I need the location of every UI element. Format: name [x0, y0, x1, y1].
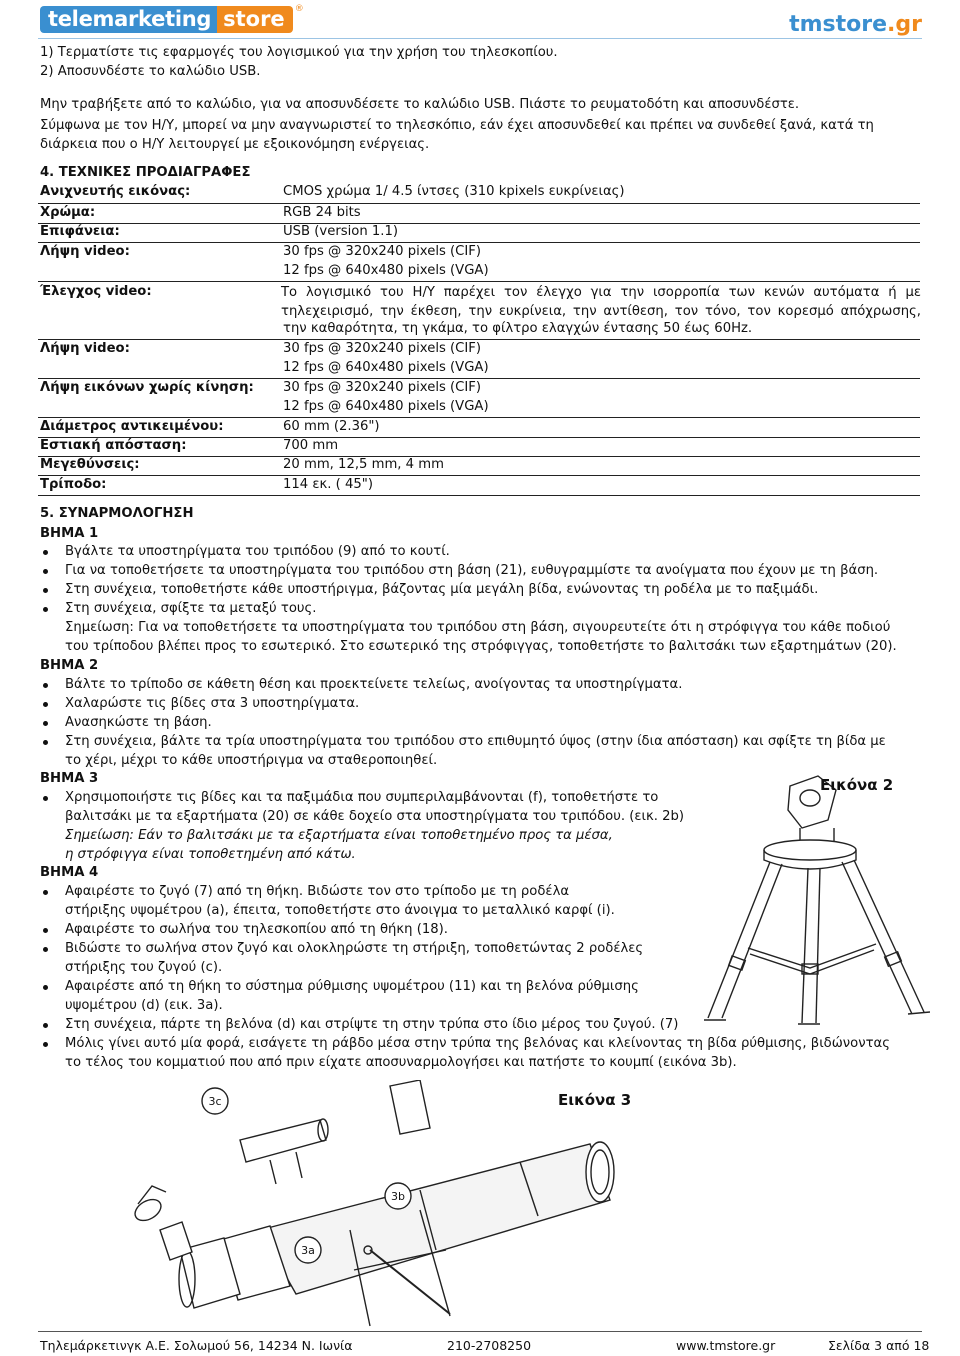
step2-title: ΒΗΜΑ 2 — [40, 658, 99, 673]
bullet — [43, 683, 48, 688]
step4-bullet-2: Αφαιρέστε το σωλήνα του τηλεσκοπίου από τη θήκη (18). — [65, 922, 448, 937]
spec-value: RGB 24 bits — [283, 205, 361, 220]
spec-value: Το λογισμικό του Η/Υ παρέχει τον έλεγχο για την ισορροπία των κενών αυτόματα ή με — [281, 285, 921, 300]
bullet — [43, 607, 48, 612]
spec-divider — [38, 456, 920, 457]
step4-bullet-1b: στήριξης υψομέτρου (a), έπειτα, τοποθετήστε στο άνοιγμα το μεταλλικό καρφί (i). — [65, 903, 615, 918]
intro-line-3: Μην τραβήξετε από το καλώδιο, για να αποσυνδέσετε το καλώδιο USB. Πιάστε το ρευματοδότη και αποσυνδέστε. — [40, 97, 800, 112]
bullet — [43, 1042, 48, 1047]
spec-value: 12 fps @ 640x480 pixels (VGA) — [283, 399, 489, 414]
bullet — [43, 890, 48, 895]
step1-title: ΒΗΜΑ 1 — [40, 526, 99, 541]
telescope-assembly-illustration — [120, 1080, 650, 1328]
spec-value: CMOS χρώμα 1/ 4.5 ίντσες (310 kpixels ευκρίνειας) — [283, 184, 625, 199]
bullet — [43, 985, 48, 990]
spec-divider — [38, 378, 920, 379]
spec-divider — [38, 339, 920, 340]
spec-divider — [38, 281, 920, 282]
figure-2-label: Εικόνα 2 — [820, 776, 894, 794]
spec-value: 60 mm (2.36") — [283, 419, 380, 434]
step1-note-2: του τρίποδου βλέπει προς το εσωτερικό. Στο εσωτερικό της στρόφιγγας, τοποθετήστε το βαλιτσάκι των εξαρτημάτων (20). — [65, 639, 897, 654]
spec-divider — [38, 242, 920, 243]
spec-label: Χρώμα: — [40, 205, 96, 220]
spec-label: Εστιακή απόσταση: — [40, 438, 187, 453]
intro-line-1: 1) Τερματίστε τις εφαρμογές του λογισμικού για την χρήση του τηλεσκοπίου. — [40, 45, 558, 60]
spec-label: Ανιχνευτής εικόνας: — [40, 184, 191, 199]
specs-heading: 4. ΤΕΧΝΙΚΕΣ ΠΡΟΔΙΑΓΡΑΦΕΣ — [40, 165, 251, 180]
spec-value: 30 fps @ 320x240 pixels (CIF) — [283, 380, 482, 395]
bullet — [43, 569, 48, 574]
spec-label: Λήψη video: — [40, 341, 130, 356]
step1-bullet-1: Βγάλτε τα υποστηρίγματα του τριπόδου (9) από το κουτί. — [65, 544, 450, 559]
spec-label: Λήψη video: — [40, 244, 130, 259]
logo-store: store — [217, 6, 293, 33]
step4-bullet-4b: υψομέτρου (d) (εικ. 3a). — [65, 998, 223, 1013]
step2-bullet-3: Ανασηκώστε τη βάση. — [65, 715, 212, 730]
spec-label: Λήψη εικόνων χωρίς κίνηση: — [40, 380, 254, 395]
bullet — [43, 740, 48, 745]
spec-value: 30 fps @ 320x240 pixels (CIF) — [283, 244, 482, 259]
spec-divider — [38, 495, 920, 496]
tripod-illustration — [690, 768, 930, 1030]
intro-line-2: 2) Αποσυνδέστε το καλώδιο USB. — [40, 64, 261, 79]
spec-divider — [38, 203, 920, 204]
spec-value: την καθαρότητα, τη γκάμα, το φίλτρο ελαγχών έντασης 50 έως 60Hz. — [283, 321, 753, 336]
step4-bullet-1a: Αφαιρέστε το ζυγό (7) από τη θήκη. Βιδώστε τον στο τρίποδο με τη ροδέλα — [65, 884, 570, 899]
assembly-heading: 5. ΣΥΝΑΡΜΟΛΟΓΗΣΗ — [40, 506, 194, 521]
step2-bullet-4b: το χέρι, μέχρι το κάθε υποστήριγμα να σταθεροποιηθεί. — [65, 753, 438, 768]
step1-bullet-2: Για να τοποθετήσετε τα υποστηρίγματα του τριπόδου στη βάση (21), ευθυγραμμίστε τα ανοίγματα που έχουν με τη βάση. — [65, 563, 879, 578]
spec-value: 30 fps @ 320x240 pixels (CIF) — [283, 341, 482, 356]
callout-3c: 3c — [208, 1095, 222, 1108]
bullet — [43, 1023, 48, 1028]
step4-bullet-3a: Βιδώστε το σωλήνα στον ζυγό και ολοκληρώστε τη στήριξη, τοποθετώντας 2 ροδέλες — [65, 941, 644, 956]
footer-phone: 210-2708250 — [447, 1338, 532, 1353]
intro-line-4: Σύμφωνα με τον Η/Υ, μπορεί να μην αναγνωριστεί το τηλεσκόπιο, εάν έχει αποσυνδεθεί και πρέπει να συνδεθεί ξανά, κατά τη — [40, 118, 874, 133]
step3-bullet-1a: Χρησιμοποιήστε τις βίδες και τα παξιμάδια που συμπεριλαμβάνονται (f), τοποθετήστε το — [65, 790, 659, 805]
bullet — [43, 588, 48, 593]
bullet — [43, 702, 48, 707]
callout-3b: 3b — [391, 1190, 405, 1203]
step4-title: ΒΗΜΑ 4 — [40, 865, 99, 880]
tmstore-logo-tld: .gr — [887, 12, 922, 37]
step3-title: ΒΗΜΑ 3 — [40, 771, 99, 786]
spec-value: 12 fps @ 640x480 pixels (VGA) — [283, 360, 489, 375]
step2-bullet-1: Βάλτε το τρίποδο σε κάθετη θέση και προεκτείνετε τελείως, ανοίγοντας τα υποστηρίγματα. — [65, 677, 683, 692]
tmstore-logo — [789, 12, 922, 37]
spec-label: Διάμετρος αντικειμένου: — [40, 419, 224, 434]
footer-page-number: Σελίδα 3 από 18 — [828, 1338, 930, 1353]
callout-3a: 3a — [301, 1244, 315, 1257]
bullet — [43, 796, 48, 801]
spec-value: 700 mm — [283, 438, 339, 453]
spec-divider — [38, 223, 920, 224]
spec-value: 12 fps @ 640x480 pixels (VGA) — [283, 263, 489, 278]
step4-bullet-6a: Μόλις γίνει αυτό μία φορά, εισάγετε τη ράβδο μέσα στην τρύπα της βελόνας και κλείνοντας τη βίδα ρύθμισης, βιδώνοντας — [65, 1036, 890, 1051]
bullet — [43, 550, 48, 555]
spec-label: Έλεγχος video: — [40, 284, 152, 299]
step4-bullet-5: Στη συνέχεια, πάρτε τη βελόνα (d) και στρίψτε τη στην τρύπα στο ίδιο μέρος του ζυγού. (7) — [65, 1017, 679, 1032]
step4-bullet-3b: στήριξης του ζυγού (c). — [65, 960, 223, 975]
step1-note-1: Σημείωση: Για να τοποθετήσετε τα υποστηρίγματα του τριπόδου στη βάση, σιγουρευτείτε ότι η στρόφιγγα του κάθε ποδιού — [65, 620, 891, 635]
spec-value: USB (version 1.1) — [283, 224, 399, 239]
spec-value: 20 mm, 12,5 mm, 4 mm — [283, 457, 444, 472]
footer-website[interactable]: www.tmstore.gr — [676, 1338, 776, 1353]
header-divider — [38, 38, 922, 39]
logo-registered: ® — [294, 4, 304, 14]
bullet — [43, 721, 48, 726]
step2-bullet-4a: Στη συνέχεια, βάλτε τα τρία υποστηρίγματα του τριπόδου στο επιθυμητό ύψος (στην ίδια απόσταση) και σφίξτε τη βίδα με — [65, 734, 886, 749]
spec-label: Επιφάνεια: — [40, 224, 120, 239]
telemarketing-store-logo — [40, 4, 304, 34]
spec-label: Τρίποδο: — [40, 477, 107, 492]
bullet — [43, 928, 48, 933]
spec-value: 114 εκ. ( 45") — [283, 477, 373, 492]
footer-divider — [38, 1331, 922, 1332]
spec-label: Μεγεθύνσεις: — [40, 457, 140, 472]
logo-word: telemarketing — [40, 6, 217, 33]
step3-bullet-1b: βαλιτσάκι με τα εξαρτήματα (20) σε κάθε δοχείο στα υποστηρίγματα του τριπόδου. (εικ. 2b) — [65, 809, 685, 824]
step3-note-2: η στρόφιγγα είναι τοποθετημένη από κάτω. — [65, 847, 356, 862]
step4-bullet-4a: Αφαιρέστε από τη θήκη το σύστημα ρύθμισης υψομέτρου (11) και τη βελόνα ρύθμισης — [65, 979, 639, 994]
bullet — [43, 947, 48, 952]
spec-divider — [38, 475, 920, 476]
footer-company: Τηλεμάρκετινγκ Α.Ε. Σολωμού 56, 14234 Ν. Ιωνία — [40, 1338, 353, 1353]
figure-3-label: Εικόνα 3 — [558, 1091, 632, 1109]
step2-bullet-2: Χαλαρώστε τις βίδες στα 3 υποστηρίγματα. — [65, 696, 360, 711]
intro-line-5: διάρκεια που ο Η/Υ λειτουργεί με εξοικονόμηση ενέργειας. — [40, 137, 430, 152]
step1-bullet-3: Στη συνέχεια, τοποθετήστε κάθε υποστήριγμα, βάζοντας μία μεγάλη βίδα, ενώνοντας τη ροδέλα με το παξιμάδι. — [65, 582, 819, 597]
step1-bullet-4: Στη συνέχεια, σφίξτε τα μεταξύ τους. — [65, 601, 317, 616]
spec-value: τηλεχειρισμό, την έκθεση, την ευκρίνεια, την αντίθεση, τον τόνο, τον κορεσμό απόχρωσης, — [281, 304, 921, 319]
tmstore-logo-main: tmstore — [789, 12, 888, 37]
spec-divider — [38, 417, 920, 418]
step3-note-1: Σημείωση: Εάν το βαλιτσάκι με τα εξαρτήματα είναι τοποθετημένο προς τα μέσα, — [65, 828, 613, 843]
step4-bullet-6b: το τέλος του κομματιού που από πριν είχατε αποσυναρμολογήσει και πατήστε το κουμπί (εικόνα 3b). — [65, 1055, 737, 1070]
